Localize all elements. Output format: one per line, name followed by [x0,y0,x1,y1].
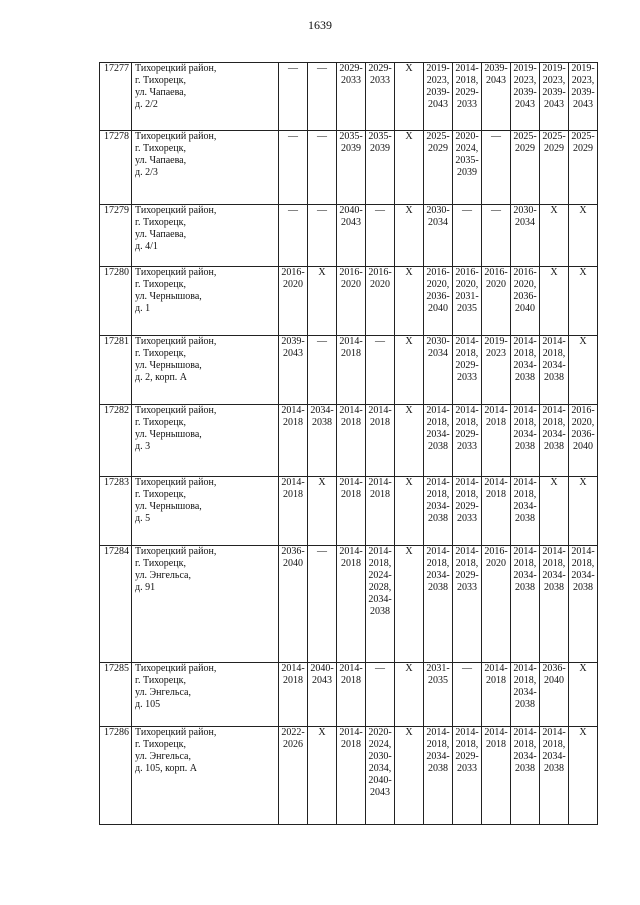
row-number: 17283 [100,477,132,546]
period-cell: X [569,663,598,727]
period-cell: 2014- 2018 [337,727,366,825]
period-cell: 2019- 2023, 2039- 2043 [540,63,569,131]
period-cell: 2039- 2043 [482,63,511,131]
row-number: 17282 [100,405,132,477]
period-cell: 2014- 2018, 2034- 2038 [424,727,453,825]
period-cell: 2019- 2023 [482,336,511,405]
table-row [100,131,598,205]
period-cell: — [482,205,511,267]
address-cell: Тихорецкий район, г. Тихорецк, ул. Чернышова, д. 5 [132,477,279,546]
address-cell: Тихорецкий район, г. Тихорецк, ул. Энгельса, д. 105 [132,663,279,727]
period-cell: 2019- 2023, 2039- 2043 [569,63,598,131]
row-number: 17286 [100,727,132,825]
period-cell: X [540,205,569,267]
period-cell: 2035- 2039 [366,131,395,205]
period-cell: X [540,477,569,546]
address-cell: Тихорецкий район, г. Тихорецк, ул. Чернышова, д. 3 [132,405,279,477]
period-cell: 2029- 2033 [337,63,366,131]
period-cell: 2016- 2020, 2031- 2035 [453,267,482,336]
period-cell: 2025- 2029 [540,131,569,205]
row-number: 17280 [100,267,132,336]
period-cell: 2016- 2020 [279,267,308,336]
address-cell: Тихорецкий район, г. Тихорецк, ул. Энгельса, д. 91 [132,546,279,663]
period-cell: 2022- 2026 [279,727,308,825]
period-cell: X [569,477,598,546]
period-cell: X [569,267,598,336]
period-cell: 2025- 2029 [424,131,453,205]
period-cell: X [395,546,424,663]
period-cell: X [395,131,424,205]
table-row [100,727,598,825]
period-cell: X [569,727,598,825]
period-cell: 2039- 2043 [279,336,308,405]
period-cell: — [279,205,308,267]
period-cell: X [308,267,337,336]
table-row [100,405,598,477]
period-cell: — [366,205,395,267]
period-cell: — [308,205,337,267]
table-row [100,477,598,546]
period-cell: X [395,477,424,546]
period-cell: 2016- 2020, 2036- 2040 [569,405,598,477]
period-cell: 2014- 2018, 2034- 2038 [540,727,569,825]
period-cell: 2014- 2018 [482,727,511,825]
period-cell: X [395,405,424,477]
period-cell: 2014- 2018, 2029- 2033 [453,727,482,825]
period-cell: 2014- 2018, 2034- 2038 [511,546,540,663]
period-cell: 2014- 2018, 2029- 2033 [453,63,482,131]
period-cell: X [308,477,337,546]
period-cell: 2014- 2018, 2034- 2038 [540,546,569,663]
period-cell: 2014- 2018 [482,477,511,546]
table-row [100,205,598,267]
period-cell: 2014- 2018, 2034- 2038 [511,727,540,825]
period-cell: 2016- 2020 [366,267,395,336]
period-cell: 2014- 2018 [337,477,366,546]
address-cell: Тихорецкий район, г. Тихорецк, ул. Чернышова, д. 2, корп. А [132,336,279,405]
address-cell: Тихорецкий район, г. Тихорецк, ул. Энгельса, д. 105, корп. А [132,727,279,825]
period-cell: 2014- 2018 [366,477,395,546]
period-cell: X [395,727,424,825]
period-cell: 2014- 2018 [279,405,308,477]
period-cell: 2014- 2018, 2034- 2038 [540,405,569,477]
period-cell: — [308,131,337,205]
period-cell: 2036- 2040 [540,663,569,727]
period-cell: 2035- 2039 [337,131,366,205]
period-cell: 2019- 2023, 2039- 2043 [424,63,453,131]
period-cell: 2014- 2018, 2034- 2038 [424,546,453,663]
table-row [100,336,598,405]
period-cell: 2014- 2018 [482,663,511,727]
period-cell: 2016- 2020 [337,267,366,336]
period-cell: 2030- 2034 [511,205,540,267]
period-cell: 2014- 2018, 2029- 2033 [453,405,482,477]
table-row [100,546,598,663]
period-cell: — [366,663,395,727]
period-cell: 2040- 2043 [337,205,366,267]
period-cell: X [308,727,337,825]
period-cell: — [453,205,482,267]
table-row [100,63,598,131]
period-cell: 2014- 2018, 2029- 2033 [453,336,482,405]
period-cell: X [395,63,424,131]
period-cell: 2030- 2034 [424,205,453,267]
row-number: 17279 [100,205,132,267]
period-cell: 2020- 2024, 2030- 2034, 2040- 2043 [366,727,395,825]
period-cell: X [569,336,598,405]
period-cell: 2014- 2018 [279,477,308,546]
period-cell: X [540,267,569,336]
period-cell: — [308,546,337,663]
table-row [100,663,598,727]
period-cell: 2029- 2033 [366,63,395,131]
page-number: 1639 [308,18,332,32]
register-table [99,62,598,825]
period-cell: 2016- 2020, 2036- 2040 [424,267,453,336]
period-cell: 2014- 2018 [366,405,395,477]
period-cell: 2014- 2018, 2034- 2038 [424,405,453,477]
period-cell: 2014- 2018 [337,546,366,663]
row-number: 17278 [100,131,132,205]
period-cell: X [569,205,598,267]
period-cell: 2025- 2029 [511,131,540,205]
period-cell: 2014- 2018 [279,663,308,727]
period-cell: 2019- 2023, 2039- 2043 [511,63,540,131]
period-cell: 2014- 2018, 2034- 2038 [511,336,540,405]
period-cell: X [395,205,424,267]
period-cell: X [395,267,424,336]
period-cell: 2040- 2043 [308,663,337,727]
row-number: 17277 [100,63,132,131]
period-cell: 2014- 2018 [337,336,366,405]
period-cell: 2016- 2020 [482,546,511,663]
address-cell: Тихорецкий район, г. Тихорецк, ул. Чапаева, д. 2/3 [132,131,279,205]
period-cell: 2014- 2018, 2034- 2038 [569,546,598,663]
period-cell: 2014- 2018, 2034- 2038 [511,477,540,546]
period-cell: 2014- 2018 [482,405,511,477]
table-body [100,63,598,825]
period-cell: 2014- 2018, 2024- 2028, 2034- 2038 [366,546,395,663]
period-cell: 2014- 2018, 2034- 2038 [424,477,453,546]
period-cell: 2014- 2018, 2034- 2038 [540,336,569,405]
table-row [100,267,598,336]
period-cell: — [308,336,337,405]
period-cell: 2016- 2020 [482,267,511,336]
period-cell: 2036- 2040 [279,546,308,663]
period-cell: 2014- 2018, 2029- 2033 [453,477,482,546]
period-cell: — [482,131,511,205]
period-cell: 2020- 2024, 2035- 2039 [453,131,482,205]
period-cell: 2025- 2029 [569,131,598,205]
period-cell: — [366,336,395,405]
period-cell: — [279,131,308,205]
period-cell: X [395,336,424,405]
period-cell: — [279,63,308,131]
period-cell: 2034- 2038 [308,405,337,477]
address-cell: Тихорецкий район, г. Тихорецк, ул. Чапаева, д. 2/2 [132,63,279,131]
address-cell: Тихорецкий район, г. Тихорецк, ул. Чернышова, д. 1 [132,267,279,336]
period-cell: X [395,663,424,727]
period-cell: — [453,663,482,727]
address-cell: Тихорецкий район, г. Тихорецк, ул. Чапаева, д. 4/1 [132,205,279,267]
period-cell: 2031- 2035 [424,663,453,727]
period-cell: 2016- 2020, 2036- 2040 [511,267,540,336]
period-cell: 2014- 2018, 2034- 2038 [511,663,540,727]
period-cell: 2014- 2018 [337,663,366,727]
period-cell: 2030- 2034 [424,336,453,405]
period-cell: 2014- 2018, 2029- 2033 [453,546,482,663]
period-cell: 2014- 2018, 2034- 2038 [511,405,540,477]
period-cell: — [308,63,337,131]
row-number: 17285 [100,663,132,727]
row-number: 17284 [100,546,132,663]
period-cell: 2014- 2018 [337,405,366,477]
row-number: 17281 [100,336,132,405]
